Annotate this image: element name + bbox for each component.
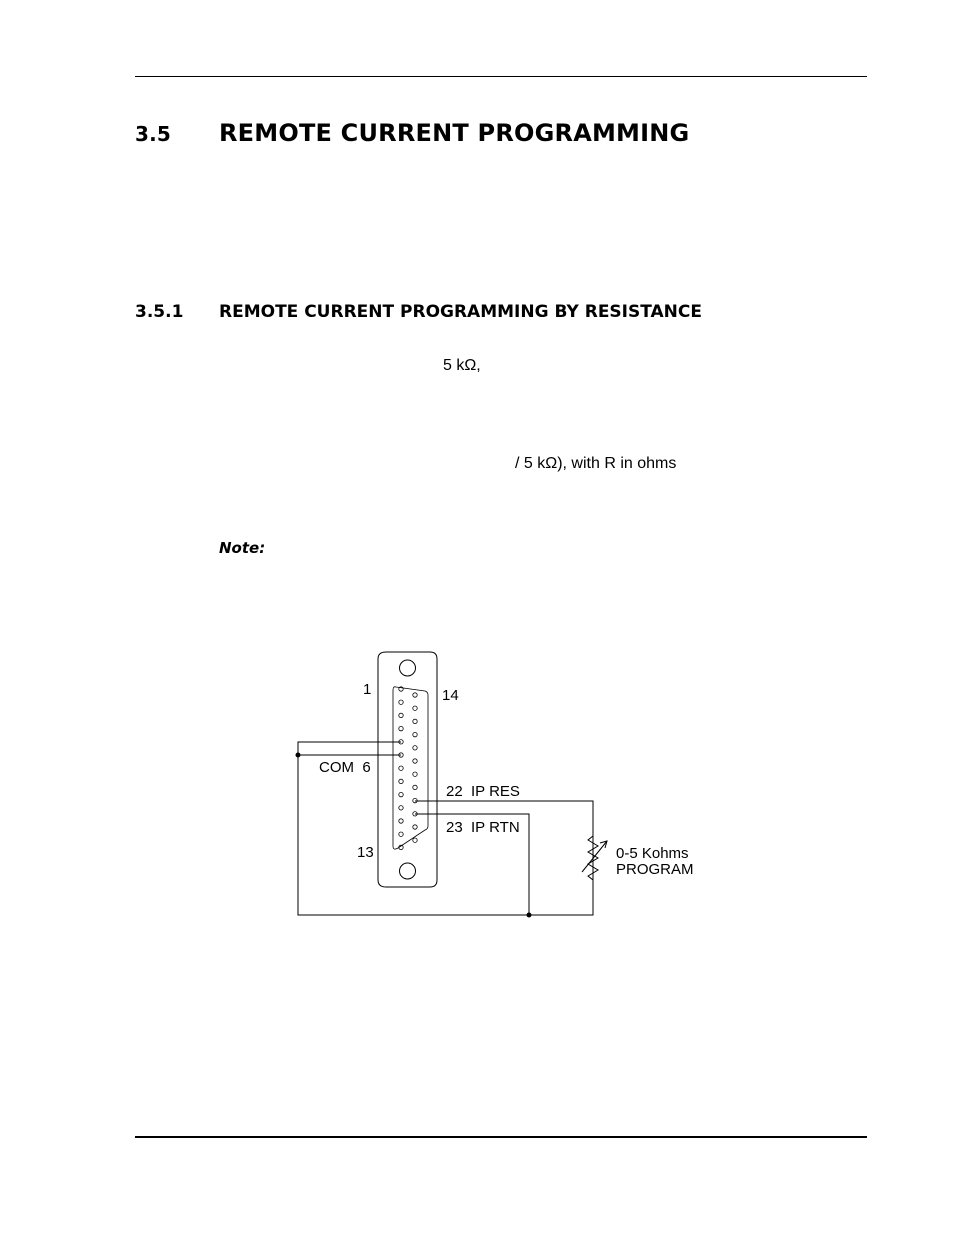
section-title: REMOTE CURRENT PROGRAMMING <box>219 119 690 147</box>
mounting-hole-top <box>400 660 416 676</box>
pin-1-label: 1 <box>363 681 372 698</box>
connector-pin <box>399 806 403 810</box>
connector-pin <box>399 713 403 717</box>
subsection-number: 3.5.1 <box>135 302 184 322</box>
formula-fragment: / 5 kΩ), with R in ohms <box>515 455 677 472</box>
connector-pin <box>413 772 417 776</box>
connector-pin <box>413 838 417 842</box>
ip-rtn-label: 23 IP RTN <box>446 819 520 836</box>
mounting-hole-bottom <box>400 863 416 879</box>
section-number: 3.5 <box>135 122 172 146</box>
junction-dot-bottom <box>527 913 532 918</box>
junction-dot-left <box>296 753 301 758</box>
connector-pin <box>413 746 417 750</box>
resistor-program-label: PROGRAM <box>616 861 694 878</box>
variable-resistor-icon <box>582 836 607 915</box>
ip-res-label: 22 IP RES <box>446 783 520 800</box>
connector-pin <box>413 785 417 789</box>
pin-13-label: 13 <box>357 844 374 861</box>
connector-d-outline <box>393 687 428 849</box>
connector-pin <box>399 779 403 783</box>
connector-pin <box>399 700 403 704</box>
resistance-fragment: 5 kΩ, <box>443 357 481 374</box>
connector-pin <box>399 792 403 796</box>
resistor-range-label: 0-5 Kohms <box>616 845 689 862</box>
connector-pin <box>399 832 403 836</box>
subsection-title: REMOTE CURRENT PROGRAMMING BY RESISTANCE <box>219 302 702 322</box>
connector-pins <box>399 687 417 850</box>
connector-pin <box>399 819 403 823</box>
connector-pin <box>413 706 417 710</box>
connector-pin <box>413 693 417 697</box>
connector-pin <box>399 766 403 770</box>
connector-pin <box>413 825 417 829</box>
com-label: COM 6 <box>319 759 371 776</box>
connector-pin <box>399 726 403 730</box>
note-label: Note: <box>219 539 266 557</box>
connector-pin <box>413 732 417 736</box>
footer-rule <box>135 1136 867 1138</box>
pin-14-label: 14 <box>442 687 459 704</box>
connector-pin <box>413 759 417 763</box>
connector-pin <box>413 719 417 723</box>
